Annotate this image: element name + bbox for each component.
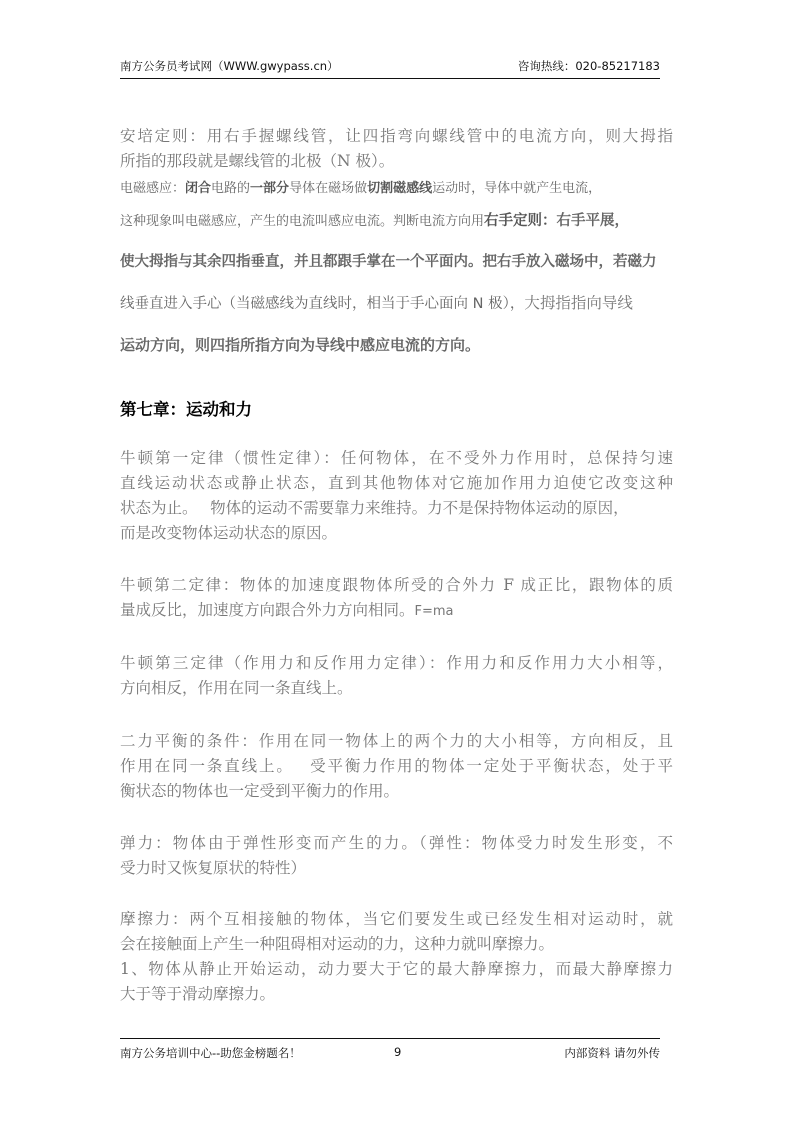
elastic-force <box>120 831 673 881</box>
newton1-line-1: 牛顿第一定律（惯性定律）：任何物体，在不受外力作用时，总保持匀速 <box>120 449 673 467</box>
anpei-line-1: 安培定则：用右手握螺线管，让四指弯向螺线管中的电流方向，则大拇指 <box>120 127 673 145</box>
newton1-line-3: 状态为止。 物体的运动不需要靠力来维持。力不是保持物体运动的原因， <box>120 499 629 517</box>
newton2-line-2: 量成反比，加速度方向跟合外力方向相同。F=ma <box>120 601 454 619</box>
balance-line-2: 作用在同一条直线上。 受平衡力作用的物体一定处于平衡状态，处于平 <box>120 757 673 775</box>
elastic-line-2: 受力时又恢复原状的特性） <box>120 859 307 877</box>
newton-third-law <box>120 651 673 701</box>
balance-line-3: 衡状态的物体也一定受到平衡力的作用。 <box>120 782 400 800</box>
page-header <box>120 56 660 79</box>
friction-line-3: 1、物体从静止开始运动，动力要大于它的最大静摩擦力，而最大静摩擦力 <box>120 960 673 978</box>
induction-line-4: 线垂直进入手心（当磁感线为直线时，相当于手心面向 N 极），大拇指指向导线 <box>120 294 633 312</box>
two-force-balance <box>120 729 673 804</box>
newton3-line-2: 方向相反，作用在同一条直线上。 <box>120 679 353 697</box>
anpei-rule-paragraph <box>120 124 673 174</box>
anpei-line-2: 所指的那段就是螺线管的北极（N 极）。 <box>120 152 395 170</box>
induction-line-3: 使大拇指与其余四指垂直，并且都跟手掌在一个平面内。把右手放入磁场中，若磁力 <box>120 254 657 270</box>
newton-second-law <box>120 573 673 624</box>
induction-line-2: 这种现象叫电磁感应，产生的电流叫感应电流。判断电流方向用右手定则：右手平展， <box>120 212 630 229</box>
newton-first-law <box>120 446 673 546</box>
chapter-title: 第七章：运动和力 <box>120 400 252 419</box>
friction-line-4: 大于等于滑动摩擦力。 <box>120 985 276 1003</box>
footer-notice: 内部资料 请勿外传 <box>564 1046 660 1060</box>
balance-line-1: 二力平衡的条件：作用在同一物体上的两个力的大小相等，方向相反，且 <box>120 732 673 750</box>
induction-line-1: 电磁感应：闭合电路的一部分导体在磁场做切割磁感线运动时，导体中就产生电流， <box>120 181 602 196</box>
friction-line-1: 摩擦力：两个互相接触的物体，当它们要发生或已经发生相对运动时，就 <box>120 910 673 928</box>
page-number: 9 <box>394 1045 402 1059</box>
newton2-line-1: 牛顿第二定律：物体的加速度跟物体所受的合外力 F 成正比，跟物体的质 <box>120 576 673 594</box>
newton2-formula: F=ma <box>414 604 454 619</box>
newton3-line-1: 牛顿第三定律（作用力和反作用力定律）：作用力和反作用力大小相等， <box>120 654 673 672</box>
page-footer <box>120 1038 660 1061</box>
friction <box>120 907 673 1007</box>
newton1-line-2: 直线运动状态或静止状态，直到其他物体对它施加作用力迫使它改变这种 <box>120 474 673 492</box>
friction-line-2: 会在接触面上产生一种阻碍相对运动的力，这种力就叫摩擦力。 <box>120 935 555 953</box>
newton1-line-4: 而是改变物体运动状态的原因。 <box>120 524 338 542</box>
induction-line-5: 运动方向，则四指所指方向为导线中感应电流的方向。 <box>120 336 481 354</box>
header-hotline: 咨询热线：020-85217183 <box>517 59 660 73</box>
footer-slogan: 南方公务培训中心--助您金榜题名！ <box>120 1046 301 1060</box>
elastic-line-1: 弹力：物体由于弹性形变而产生的力。（弹性：物体受力时发生形变，不 <box>120 834 673 852</box>
header-site-name: 南方公务员考试网（WWW.gwypass.cn） <box>120 59 339 73</box>
